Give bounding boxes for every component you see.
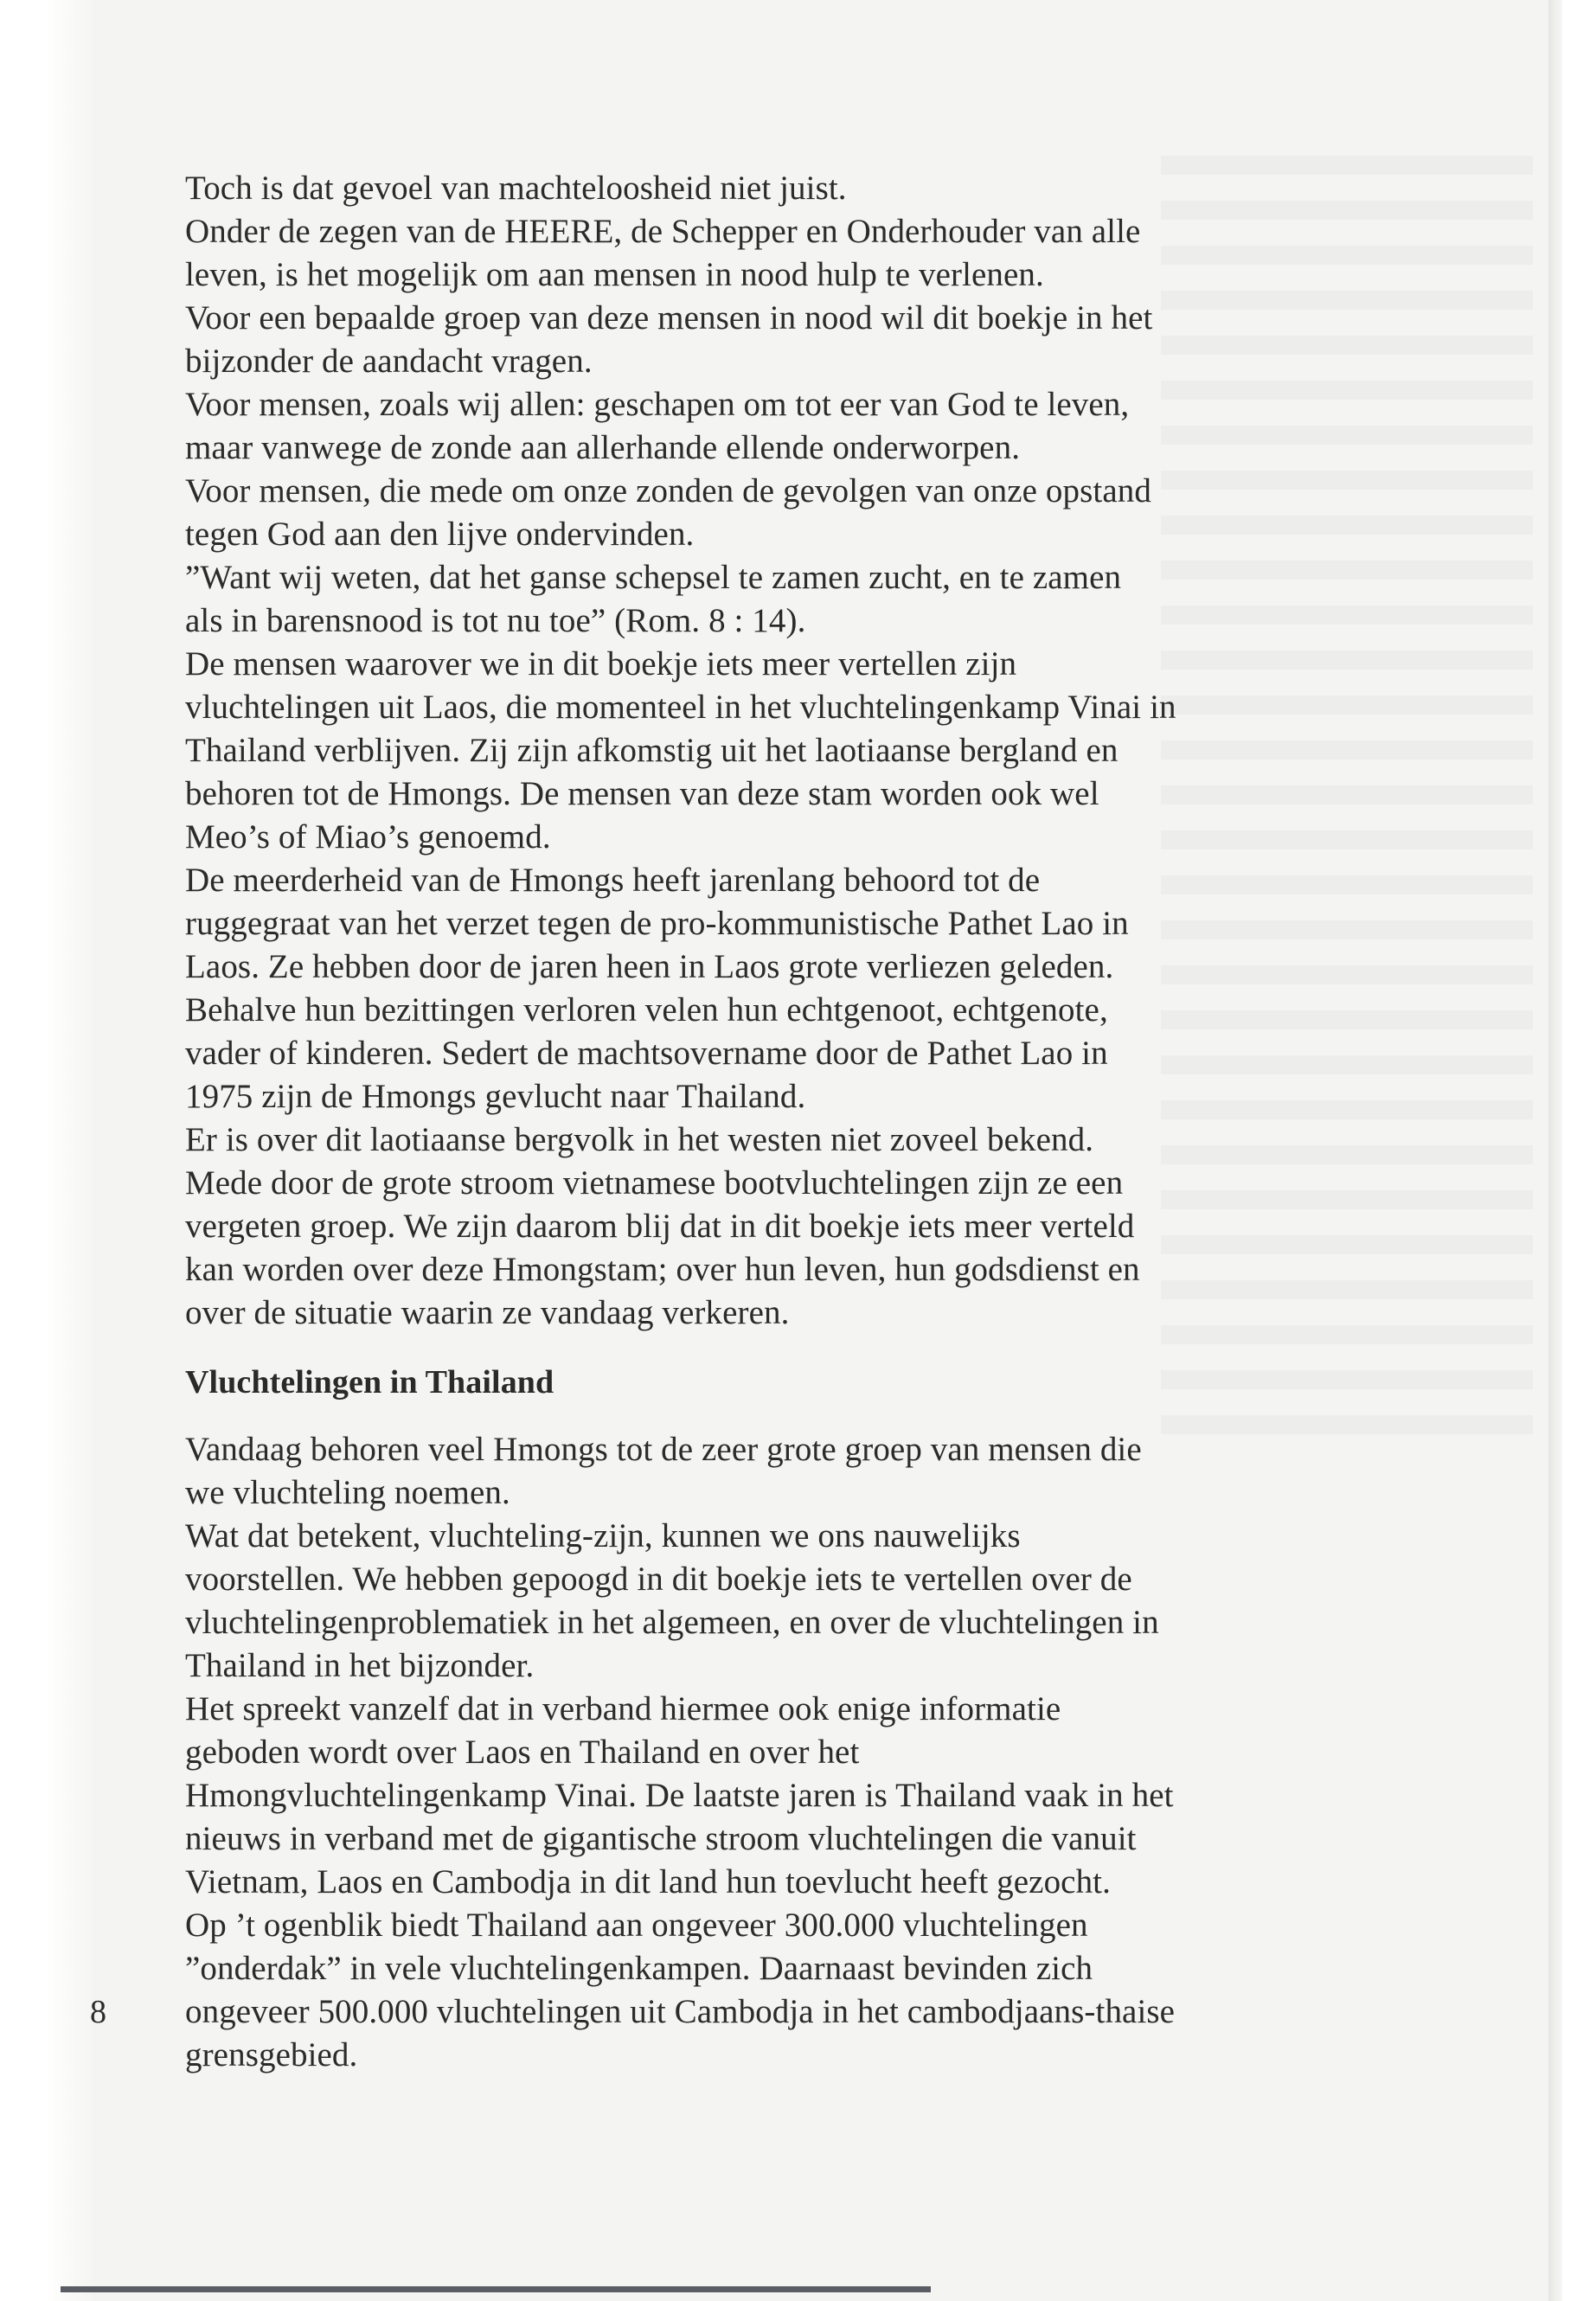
body-text: [185, 167, 1457, 2077]
text-line: Hmongvluchtelingenkamp Vinai. De laatste jaren is Thailand vaak in het: [185, 1777, 1174, 1814]
section-paragraph: [185, 1428, 1457, 2077]
text-line: ongeveer 500.000 vluchtelingen uit Cambodja in het cambodjaans-thaise: [185, 1993, 1176, 2030]
text-line: nieuws in verband met de gigantische stroom vluchtelingen die vanuit: [185, 1820, 1137, 1857]
text-line: kan worden over deze Hmongstam; over hun leven, hun godsdienst en: [185, 1251, 1140, 1288]
text-line: vader of kinderen. Sedert de machtsovername door de Pathet Lao in: [185, 1035, 1108, 1072]
text-line: Thailand in het bijzonder.: [185, 1647, 535, 1684]
text-line: Vietnam, Laos en Cambodja in dit land hun toevlucht heeft gezocht.: [185, 1863, 1111, 1900]
text-line: over de situatie waarin ze vandaag verkeren.: [185, 1294, 790, 1331]
page-number: 8: [90, 1994, 106, 2030]
text-line: maar vanwege de zonde aan allerhande ellende onderworpen.: [185, 429, 1021, 466]
text-line: De mensen waarover we in dit boekje iets meer vertellen zijn: [185, 645, 1017, 683]
text-line: Laos. Ze hebben door de jaren heen in Laos grote verliezen geleden.: [185, 948, 1114, 985]
text-line: ruggegraat van het verzet tegen de pro-kommunistische Pathet Lao in: [185, 905, 1129, 942]
page-edge: [1548, 0, 1562, 2301]
text-line: Onder de zegen van de HEERE, de Schepper en Onderhouder van alle: [185, 213, 1141, 250]
text-line: De meerderheid van de Hmongs heeft jarenlang behoord tot de: [185, 862, 1041, 899]
text-line: Voor mensen, zoals wij allen: geschapen om tot eer van God te leven,: [185, 386, 1130, 423]
text-line: grensgebied.: [185, 2036, 358, 2073]
text-line: we vluchteling noemen.: [185, 1474, 510, 1511]
section-heading: Vluchtelingen in Thailand: [185, 1364, 554, 1400]
text-line: Mede door de grote stroom vietnamese bootvluchtelingen zijn ze een: [185, 1164, 1124, 1202]
text-line: Op ’t ogenblik biedt Thailand aan ongeveer 300.000 vluchtelingen: [185, 1907, 1088, 1944]
text-line: geboden wordt over Laos en Thailand en over het: [185, 1734, 860, 1771]
text-line: leven, is het mogelijk om aan mensen in nood hulp te verlenen.: [185, 256, 1044, 293]
intro-paragraph: [185, 167, 1457, 1335]
text-line: 1975 zijn de Hmongs gevlucht naar Thailand.: [185, 1078, 806, 1115]
text-line: vergeten groep. We zijn daarom blij dat in dit boekje iets meer verteld: [185, 1208, 1135, 1245]
text-line: als in barensnood is tot nu toe” (Rom. 8 : 14).: [185, 602, 806, 639]
text-line: Er is over dit laotiaanse bergvolk in het westen niet zoveel bekend.: [185, 1121, 1094, 1158]
text-line: Thailand verblijven. Zij zijn afkomstig uit het laotiaanse bergland en: [185, 732, 1118, 769]
page-shadow: [45, 0, 97, 2301]
text-line: Wat dat betekent, vluchteling-zijn, kunnen we ons nauwelijks: [185, 1517, 1021, 1554]
text-line: ”onderdak” in vele vluchtelingenkampen. Daarnaast bevinden zich: [185, 1950, 1093, 1987]
text-line: tegen God aan den lijve ondervinden.: [185, 516, 695, 553]
text-line: Meo’s of Miao’s genoemd.: [185, 818, 551, 856]
text-line: vluchtelingen uit Laos, die momenteel in het vluchtelingenkamp Vinai in: [185, 689, 1176, 726]
text-line: voorstellen. We hebben gepoogd in dit boekje iets te vertellen over de: [185, 1561, 1132, 1598]
text-line: bijzonder de aandacht vragen.: [185, 343, 593, 380]
scan-edge-bar: [61, 2286, 931, 2292]
text-line: Het spreekt vanzelf dat in verband hiermee ook enige informatie: [185, 1690, 1061, 1727]
text-line: Toch is dat gevoel van machteloosheid niet juist.: [185, 170, 847, 207]
text-line: Voor mensen, die mede om onze zonden de gevolgen van onze opstand: [185, 472, 1151, 510]
text-line: Voor een bepaalde groep van deze mensen in nood wil dit boekje in het: [185, 299, 1153, 336]
text-line: ”Want wij weten, dat het ganse schepsel te zamen zucht, en te zamen: [185, 559, 1122, 596]
text-line: Vandaag behoren veel Hmongs tot de zeer grote groep van mensen die: [185, 1431, 1142, 1468]
text-line: vluchtelingenproblematiek in het algemeen, en over de vluchtelingen in: [185, 1604, 1159, 1641]
text-line: Behalve hun bezittingen verloren velen hun echtgenoot, echtgenote,: [185, 991, 1108, 1029]
text-line: behoren tot de Hmongs. De mensen van deze stam worden ook wel: [185, 775, 1099, 812]
